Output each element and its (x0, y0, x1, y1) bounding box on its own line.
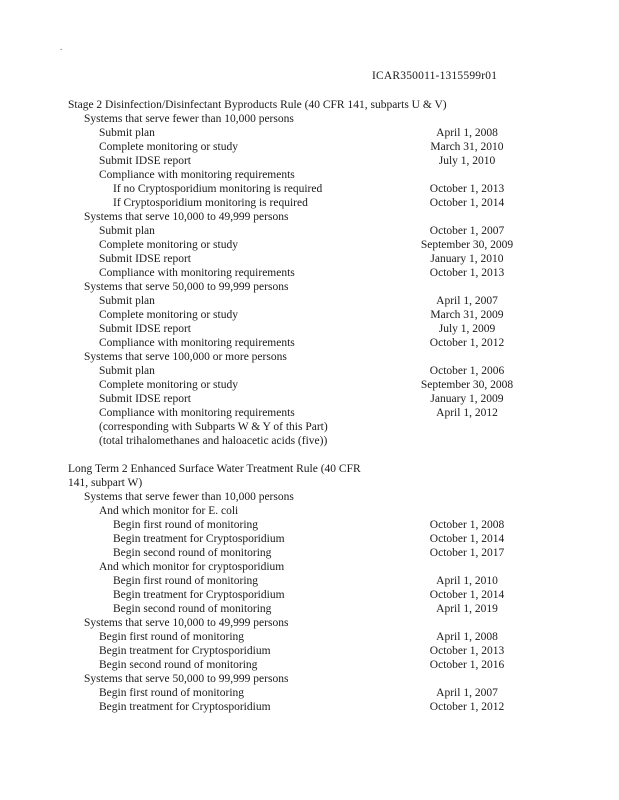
condition-item (0, 182, 619, 196)
schedule-item-date: January 1, 2010 (430, 253, 504, 265)
schedule-item (0, 336, 619, 350)
schedule-item-label: Compliance with monitoring requirements (99, 169, 295, 181)
document-id: ICAR350011-1315599r01 (372, 70, 498, 82)
schedule-item (0, 252, 619, 266)
schedule-item (0, 154, 619, 168)
group-heading (0, 672, 619, 686)
schedule-item (0, 406, 619, 420)
schedule-item (0, 294, 619, 308)
schedule-item-label: Begin first round of monitoring (99, 631, 245, 643)
schedule-item-date: January 1, 2009 (430, 393, 504, 405)
page-mark: . (60, 42, 63, 52)
schedule-item (0, 574, 619, 588)
schedule-item-label: Submit plan (99, 127, 155, 139)
schedule-item-date: March 31, 2010 (430, 141, 504, 153)
group-heading-label: Systems that serve 100,000 or more persons (84, 351, 287, 363)
condition-item-date: October 1, 2013 (429, 183, 505, 195)
schedule-item-date: April 1, 2008 (436, 127, 498, 139)
schedule-item (0, 140, 619, 154)
schedule-item-label: Complete monitoring or study (99, 239, 238, 251)
schedule-item-date: October 1, 2014 (429, 533, 505, 545)
schedule-item-date: April 1, 2019 (436, 603, 498, 615)
schedule-item (0, 658, 619, 672)
schedule-item (0, 392, 619, 406)
schedule-item-label: Begin first round of monitoring (99, 687, 245, 699)
note-line-label: (total trihalomethanes and haloacetic acids (five)) (99, 435, 328, 447)
schedule-item-label: Begin second round of monitoring (113, 603, 272, 615)
section-title-continued-label: 141, subpart W) (68, 477, 143, 489)
schedule-item-date: October 1, 2006 (429, 365, 505, 377)
schedule-item-label: Compliance with monitoring requirements (99, 267, 295, 279)
schedule-item-date: September 30, 2008 (420, 379, 514, 391)
note-line (0, 420, 619, 434)
schedule-item-label: Begin treatment for Cryptosporidium (113, 589, 285, 601)
schedule-item-label: Submit IDSE report (99, 253, 191, 265)
schedule-item-date: October 1, 2014 (429, 589, 505, 601)
schedule-item-label: Submit plan (99, 225, 155, 237)
schedule-item (0, 644, 619, 658)
schedule-item (0, 364, 619, 378)
subgroup-heading (0, 560, 619, 574)
schedule-item-label: Compliance with monitoring requirements (99, 407, 295, 419)
schedule-item-date: October 1, 2016 (429, 659, 505, 671)
schedule-item (0, 588, 619, 602)
schedule-item-label: Begin treatment for Cryptosporidium (99, 645, 271, 657)
schedule-item (0, 322, 619, 336)
schedule-item-label: Submit IDSE report (99, 323, 191, 335)
group-heading (0, 280, 619, 294)
group-heading (0, 112, 619, 126)
schedule-item (0, 700, 619, 714)
schedule-item-date: April 1, 2008 (436, 631, 498, 643)
subgroup-heading (0, 504, 619, 518)
schedule-item (0, 602, 619, 616)
section-title (0, 98, 619, 112)
group-heading-label: Systems that serve fewer than 10,000 persons (84, 491, 294, 503)
schedule-item (0, 686, 619, 700)
schedule-item-date: October 1, 2017 (429, 547, 505, 559)
schedule-item-label: Submit IDSE report (99, 155, 191, 167)
schedule-item-date: April 1, 2012 (436, 407, 498, 419)
schedule-item-label: Submit plan (99, 295, 155, 307)
schedule-item (0, 224, 619, 238)
schedule-item (0, 266, 619, 280)
schedule-item (0, 518, 619, 532)
schedule-item (0, 378, 619, 392)
section-title-label: Stage 2 Disinfection/Disinfectant Byproducts Rule (40 CFR 141, subparts U & V) (68, 99, 447, 111)
schedule-item-date: April 1, 2010 (436, 575, 498, 587)
section-title-label: Long Term 2 Enhanced Surface Water Treatment Rule (40 CFR (68, 463, 361, 475)
schedule-item-label: Submit plan (99, 365, 155, 377)
note-line-label: (corresponding with Subparts W & Y of this Part) (99, 421, 328, 433)
schedule-item-date: April 1, 2007 (436, 687, 498, 699)
section-title (0, 462, 619, 476)
schedule-item-date: September 30, 2009 (420, 239, 514, 251)
group-heading-label: Systems that serve 50,000 to 99,999 persons (84, 673, 289, 685)
subgroup-heading-label: And which monitor for E. coli (99, 505, 239, 517)
schedule-item-date: April 1, 2007 (436, 295, 498, 307)
schedule-item-date: October 1, 2007 (429, 225, 505, 237)
note-line (0, 434, 619, 448)
group-heading (0, 210, 619, 224)
schedule-item-date: March 31, 2009 (430, 309, 504, 321)
schedule-item-date: October 1, 2008 (429, 519, 505, 531)
schedule-item-label: Begin treatment for Cryptosporidium (113, 533, 285, 545)
schedule-item (0, 546, 619, 560)
schedule-item (0, 238, 619, 252)
schedule-item-label: Begin treatment for Cryptosporidium (99, 701, 271, 713)
subgroup-heading-label: And which monitor for cryptosporidium (99, 561, 285, 573)
group-heading (0, 490, 619, 504)
group-heading-label: Systems that serve 10,000 to 49,999 persons (84, 211, 289, 223)
schedule-item (0, 308, 619, 322)
schedule-item-date: July 1, 2010 (438, 155, 496, 167)
schedule-item (0, 126, 619, 140)
condition-item-label: If Cryptosporidium monitoring is required (113, 197, 308, 209)
schedule-item-date: October 1, 2012 (429, 337, 505, 349)
schedule-item-date: July 1, 2009 (438, 323, 496, 335)
schedule-item (0, 168, 619, 182)
schedule-item-label: Begin first round of monitoring (113, 575, 259, 587)
condition-item-label: If no Cryptosporidium monitoring is required (113, 183, 323, 195)
schedule-item-label: Compliance with monitoring requirements (99, 337, 295, 349)
group-heading-label: Systems that serve 10,000 to 49,999 persons (84, 617, 289, 629)
schedule-item-label: Complete monitoring or study (99, 309, 238, 321)
schedule-item (0, 630, 619, 644)
group-heading (0, 616, 619, 630)
group-heading-label: Systems that serve 50,000 to 99,999 persons (84, 281, 289, 293)
condition-item-date: October 1, 2014 (429, 197, 505, 209)
condition-item (0, 196, 619, 210)
schedule-item-date: October 1, 2012 (429, 701, 505, 713)
schedule-item-label: Complete monitoring or study (99, 379, 238, 391)
group-heading (0, 350, 619, 364)
schedule-item-date: October 1, 2013 (429, 645, 505, 657)
schedule-item-label: Begin second round of monitoring (99, 659, 258, 671)
schedule-item (0, 532, 619, 546)
group-heading-label: Systems that serve fewer than 10,000 persons (84, 113, 294, 125)
schedule-item-date: October 1, 2013 (429, 267, 505, 279)
schedule-item-label: Complete monitoring or study (99, 141, 238, 153)
section-title-continued (0, 476, 619, 490)
schedule-item-label: Submit IDSE report (99, 393, 191, 405)
schedule-item-label: Begin second round of monitoring (113, 547, 272, 559)
schedule-item-label: Begin first round of monitoring (113, 519, 259, 531)
